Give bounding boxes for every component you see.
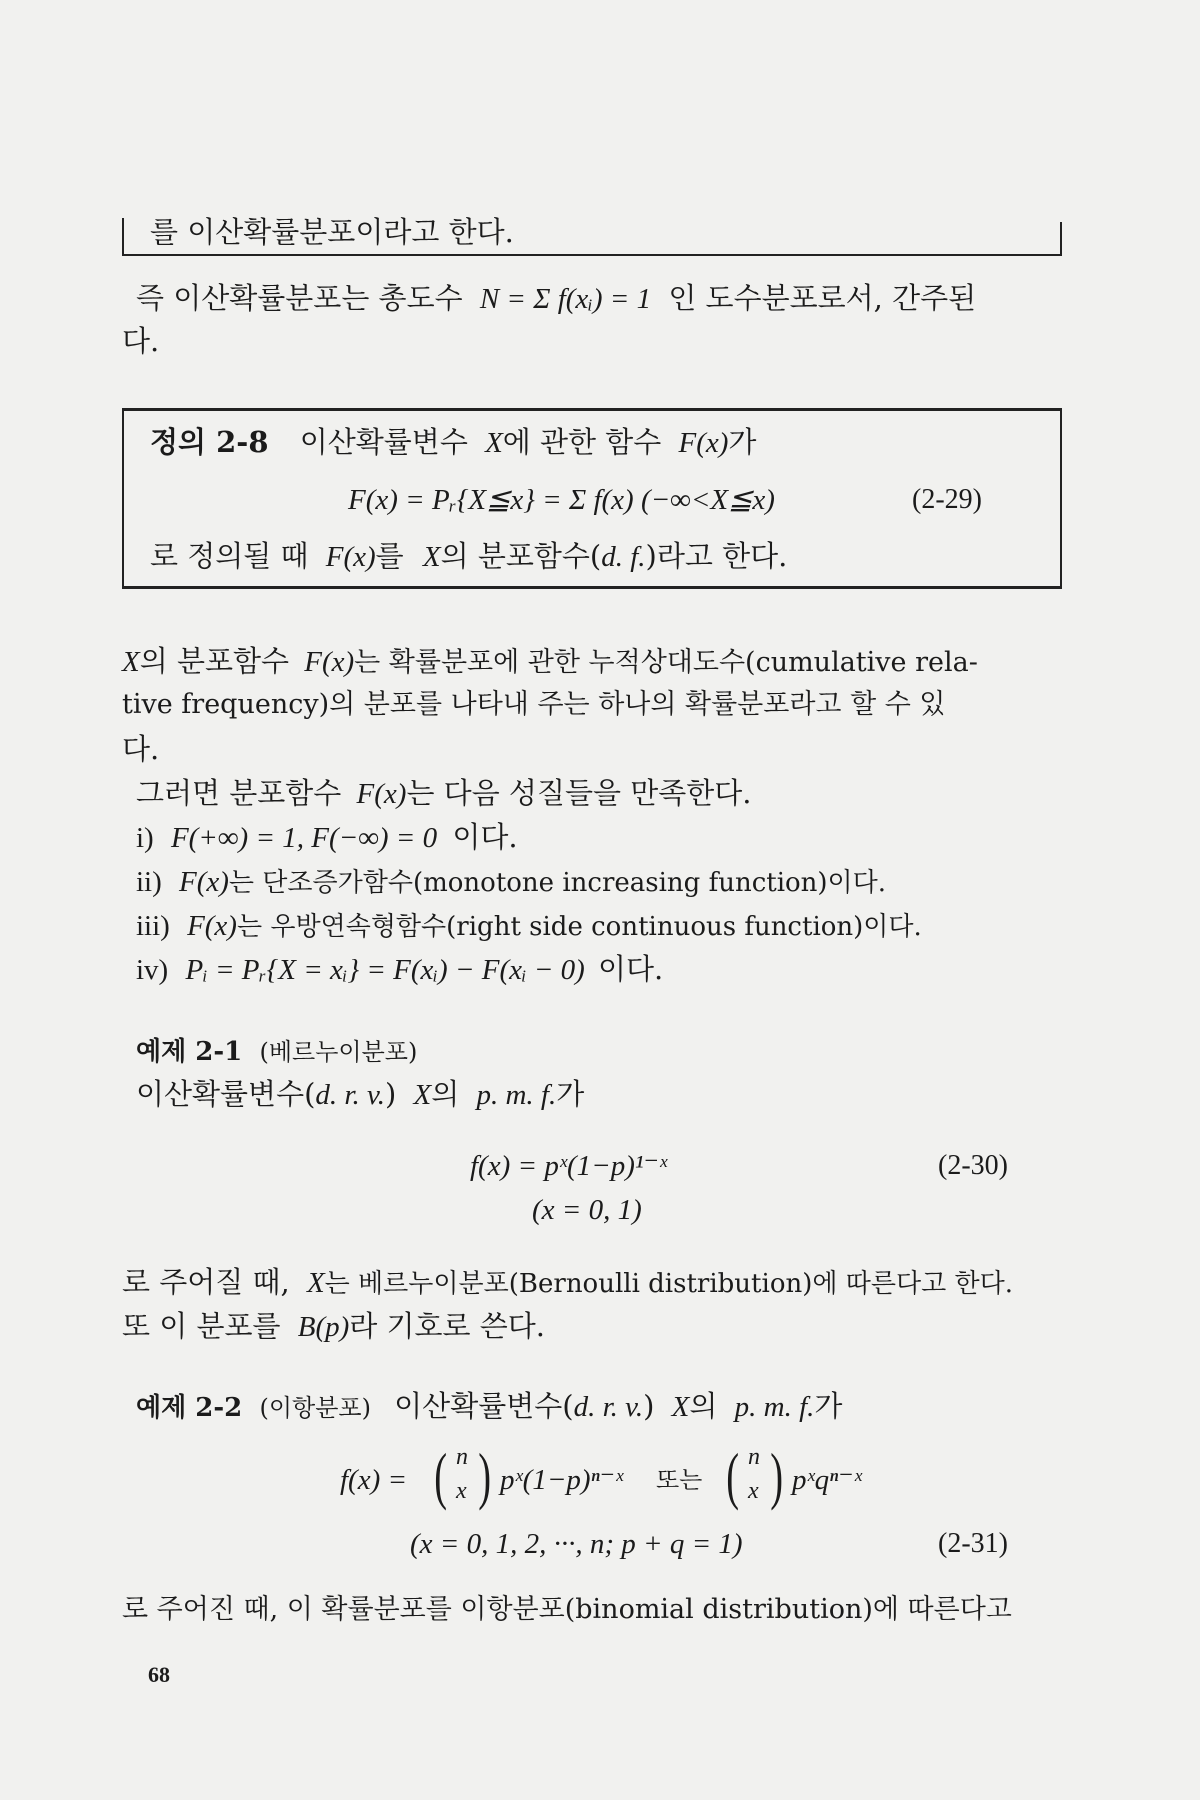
example1-title: 예제 2-1 (베르누이분포) [136, 1037, 418, 1067]
example2-formula-or: 또는 [656, 1466, 703, 1494]
binom-paren-left-1: ( [434, 1440, 448, 1511]
binom-top-1: n [456, 1444, 468, 1470]
example1-line2: 로 주어질 때, X는 베르누이분포(Bernoulli distribution)에 따른다고 한다. [122, 1265, 1013, 1299]
example1-formula: f(x) = pˣ(1−p)¹⁻ˣ [470, 1150, 668, 1182]
property-item-2: ii) F(x)는 단조증가함수(monotone increasing function)이다. [136, 866, 887, 898]
definition-eq-number: (2-29) [912, 484, 982, 515]
binom-paren-left-2: ( [726, 1440, 740, 1511]
top-box-right-border [1060, 222, 1062, 256]
property-item-4: iv) Pᵢ = Pᵣ{X = xᵢ} = F(xᵢ) − F(xᵢ − 0) 이다. [136, 952, 664, 986]
property-item-3: iii) F(x)는 우방연속형함수(right side continuous function)이다. [136, 910, 922, 942]
example2-domain: (x = 0, 1, 2, ···, n; p + q = 1) [410, 1528, 743, 1560]
binom-paren-right-2: ) [770, 1440, 784, 1511]
top-box-bottom-border [122, 254, 1062, 256]
example1-line1: 이산확률변수(d. r. v.) X의 p. m. f.가 [136, 1077, 585, 1111]
para1-formula: N = Σ f(xᵢ) = 1 [479, 283, 652, 315]
example2-eq-number: (2-31) [938, 1528, 1008, 1559]
top-box-left-border [122, 218, 124, 256]
binom-bottom-1: x [456, 1478, 467, 1504]
example2-formula-rhs: pˣqⁿ⁻ˣ [792, 1464, 862, 1496]
definition-line1: 정의 2-8 이산확률변수 X에 관한 함수 F(x)가 [150, 425, 757, 459]
example2-line2: 로 주어진 때, 이 확률분포를 이항분포(binomial distribution)에 따른다고 [122, 1594, 1012, 1625]
para2-line3: 다. [122, 732, 160, 766]
para1-line1: 즉 이산확률분포는 총도수 N = Σ f(xᵢ) = 1 인 도수분포로서, 간주된 [136, 281, 977, 315]
example1-eq-number: (2-30) [938, 1150, 1008, 1181]
binom-top-2: n [748, 1444, 760, 1470]
para2-line1: X의 분포함수 F(x)는 확률분포에 관한 누적상대도수(cumulative rela- [122, 644, 978, 678]
example2-line1: 예제 2-2 (이항분포) 이산확률변수(d. r. v.) X의 p. m. f.가 [136, 1389, 843, 1423]
definition-formula: F(x) = Pᵣ{X≦x} = Σ f(x) (−∞<X≦x) [348, 484, 775, 516]
top-box-text: 를 이산확률분포이라고 한다. [150, 215, 514, 249]
property-item-1: i) F(+∞) = 1, F(−∞) = 0 이다. [136, 820, 518, 854]
example1-domain: (x = 0, 1) [532, 1194, 642, 1226]
properties-intro: 그러면 분포함수 F(x)는 다음 성질들을 만족한다. [136, 776, 752, 810]
para2-line2: tive frequency)의 분포를 나타내 주는 하나의 확률분포라고 할 수 있 [122, 689, 946, 720]
example2-formula-lhs: f(x) = [340, 1464, 408, 1496]
example2-formula-mid: pˣ(1−p)ⁿ⁻ˣ [500, 1464, 624, 1496]
example1-line3: 또 이 분포를 B(p)라 기호로 쓴다. [122, 1309, 546, 1343]
binom-bottom-2: x [748, 1478, 759, 1504]
binom-paren-right-1: ) [478, 1440, 492, 1511]
definition-label: 정의 2-8 [150, 425, 269, 459]
page-number: 68 [148, 1662, 170, 1687]
definition-line3: 로 정의될 때 F(x)를 X의 분포함수(d. f.)라고 한다. [150, 539, 788, 573]
para1-line2: 다. [122, 324, 160, 358]
